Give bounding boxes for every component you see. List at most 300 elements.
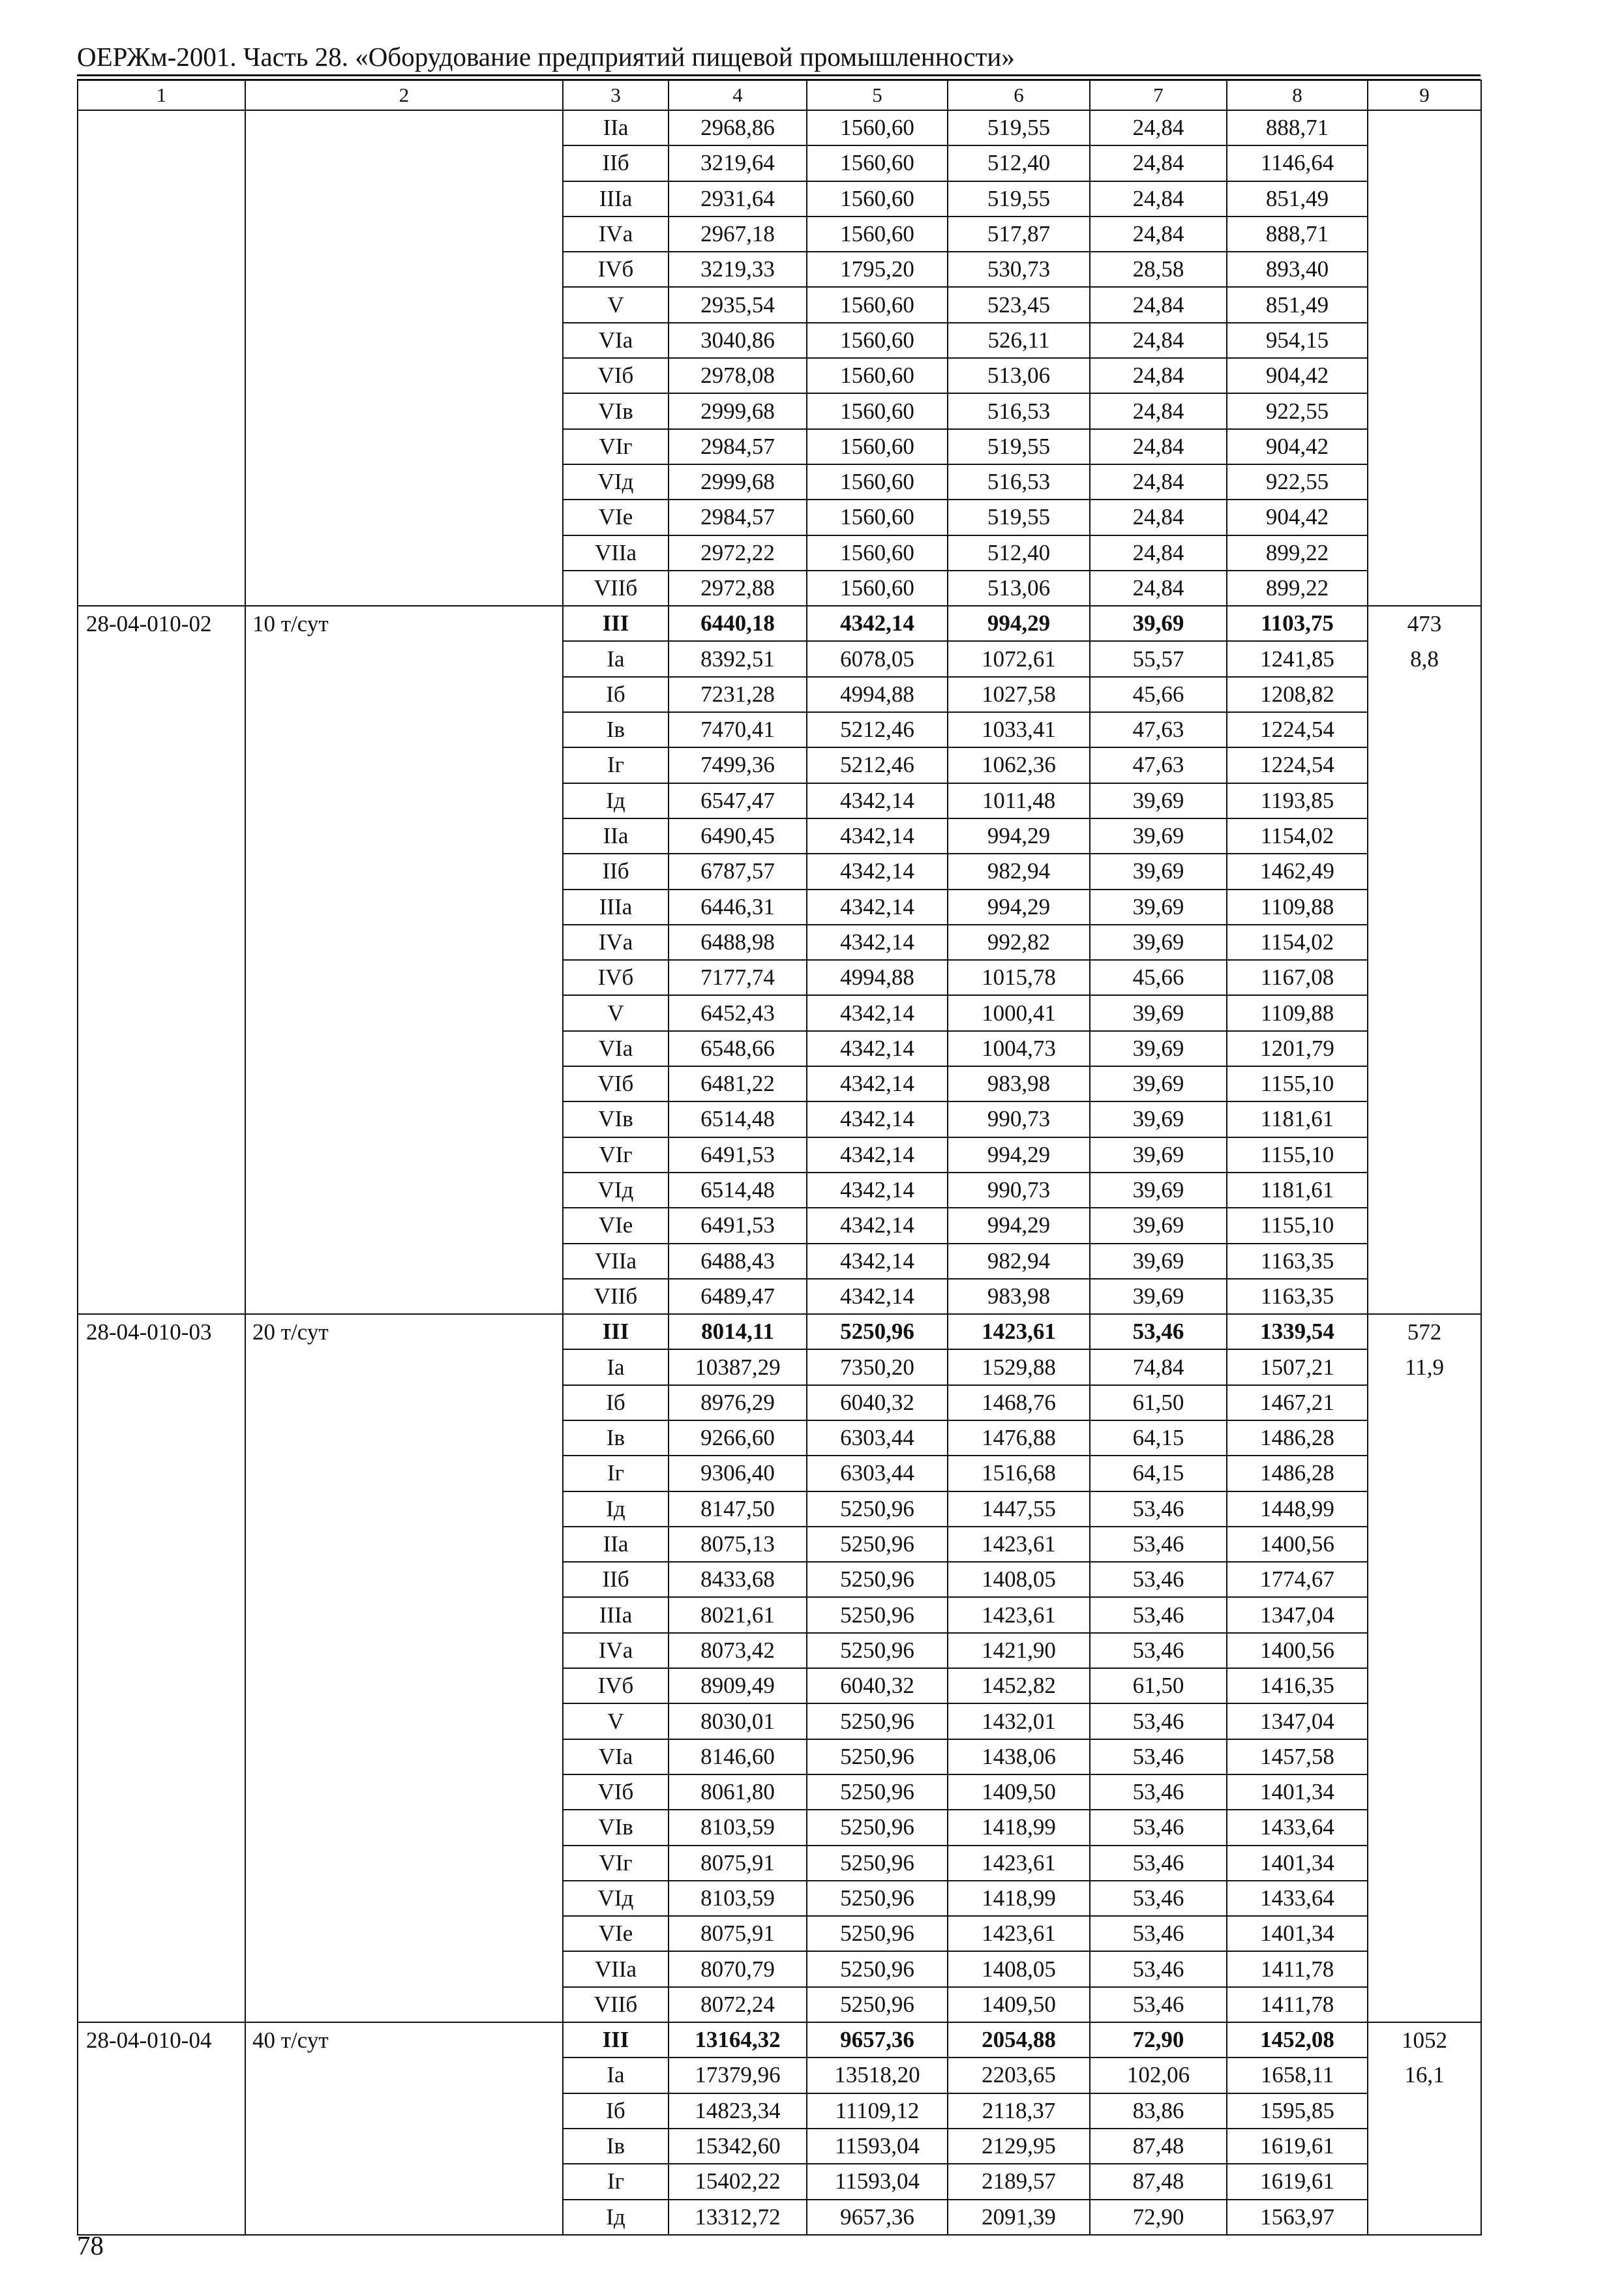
materials-cell: 1467,21 [1227, 1385, 1368, 1420]
wages-cell: 4994,88 [807, 960, 948, 995]
zone-cell: Iд [563, 783, 669, 818]
machine-cost-cell: 1015,78 [948, 960, 1090, 995]
machine-cost-cell: 1072,61 [948, 641, 1090, 676]
total-cost-cell: 13312,72 [669, 2200, 807, 2235]
labor-cell [1368, 1527, 1481, 1562]
wages-cell: 11593,04 [807, 2129, 948, 2164]
resource-name [245, 1881, 563, 1916]
zone-cell: V [563, 287, 669, 322]
resource-name: 20 т/сут [245, 1314, 563, 1349]
column-number: 6 [948, 80, 1090, 110]
driver-wages-cell: 53,46 [1090, 1739, 1227, 1774]
resource-name [245, 1739, 563, 1774]
resource-code [78, 1597, 245, 1632]
table-row [78, 1279, 1481, 1314]
labor-cell [1368, 1208, 1481, 1243]
labor-cell [1368, 287, 1481, 322]
table-row [78, 500, 1481, 535]
zone-cell: VIе [563, 1208, 669, 1243]
labor-cell [1368, 1916, 1481, 1951]
machine-cost-cell: 1408,05 [948, 1562, 1090, 1597]
resource-name [245, 1066, 563, 1101]
table-row [78, 783, 1481, 818]
resource-name: 10 т/сут [245, 606, 563, 641]
driver-wages-cell: 39,69 [1090, 1173, 1227, 1208]
materials-cell: 1401,34 [1227, 1774, 1368, 1810]
table-row [78, 2022, 1481, 2057]
machine-cost-cell: 990,73 [948, 1173, 1090, 1208]
resource-name [245, 1810, 563, 1845]
table-row [78, 145, 1481, 181]
table-row [78, 995, 1481, 1030]
driver-wages-cell: 53,46 [1090, 1527, 1227, 1562]
driver-wages-cell: 61,50 [1090, 1668, 1227, 1703]
labor-cell [1368, 2200, 1481, 2235]
resource-name [245, 217, 563, 252]
wages-cell: 11109,12 [807, 2093, 948, 2129]
machine-cost-cell: 513,06 [948, 358, 1090, 393]
table-row [78, 2200, 1481, 2235]
zone-cell: IVа [563, 1633, 669, 1668]
driver-wages-cell: 55,57 [1090, 641, 1227, 676]
labor-cell [1368, 1810, 1481, 1845]
materials-cell: 1241,85 [1227, 641, 1368, 676]
resource-code [78, 1527, 245, 1562]
resource-code [78, 287, 245, 322]
driver-wages-cell: 87,48 [1090, 2129, 1227, 2164]
resource-code [78, 1491, 245, 1527]
zone-cell: Iб [563, 2093, 669, 2129]
materials-cell: 1416,35 [1227, 1668, 1368, 1703]
machine-cost-cell: 994,29 [948, 606, 1090, 641]
resource-name [245, 854, 563, 889]
labor-cell: 473 [1368, 606, 1481, 641]
resource-code [78, 252, 245, 287]
zone-cell: VIб [563, 1066, 669, 1101]
materials-cell: 851,49 [1227, 287, 1368, 322]
machine-cost-cell: 994,29 [948, 1208, 1090, 1243]
materials-cell: 954,15 [1227, 323, 1368, 358]
materials-cell: 1224,54 [1227, 747, 1368, 783]
driver-wages-cell: 24,84 [1090, 464, 1227, 500]
zone-cell: Iа [563, 2057, 669, 2093]
resource-name [245, 1349, 563, 1384]
wages-cell: 4342,14 [807, 606, 948, 641]
labor-cell [1368, 1846, 1481, 1881]
table-row [78, 854, 1481, 889]
machine-cost-cell: 982,94 [948, 854, 1090, 889]
wages-cell: 1560,60 [807, 217, 948, 252]
machine-cost-cell: 1421,90 [948, 1633, 1090, 1668]
wages-cell: 4342,14 [807, 1173, 948, 1208]
materials-cell: 1400,56 [1227, 1527, 1368, 1562]
table-row [78, 1774, 1481, 1810]
driver-wages-cell: 53,46 [1090, 1633, 1227, 1668]
materials-cell: 899,22 [1227, 571, 1368, 606]
resource-code [78, 854, 245, 889]
resource-code [78, 783, 245, 818]
zone-cell: VIб [563, 358, 669, 393]
total-cost-cell: 9266,60 [669, 1420, 807, 1456]
total-cost-cell: 8103,59 [669, 1881, 807, 1916]
resource-code: 28-04-010-04 [78, 2022, 245, 2057]
total-cost-cell: 6452,43 [669, 995, 807, 1030]
resource-name [245, 747, 563, 783]
materials-cell: 1462,49 [1227, 854, 1368, 889]
wages-cell: 1560,60 [807, 571, 948, 606]
resource-name [245, 1208, 563, 1243]
zone-cell: III [563, 1314, 669, 1349]
resource-name [245, 1173, 563, 1208]
total-cost-cell: 6491,53 [669, 1137, 807, 1173]
total-cost-cell: 7231,28 [669, 677, 807, 712]
zone-cell: VIе [563, 500, 669, 535]
wages-cell: 6303,44 [807, 1420, 948, 1456]
page-header: ОЕРЖм-2001. Часть 28. «Оборудование предприятий пищевой промышленности» [77, 42, 1015, 72]
wages-cell: 4342,14 [807, 1244, 948, 1279]
driver-wages-cell: 39,69 [1090, 854, 1227, 889]
resource-name [245, 960, 563, 995]
machine-cost-cell: 992,82 [948, 925, 1090, 960]
labor-cell [1368, 1279, 1481, 1314]
labor-cell: 1052 [1368, 2022, 1481, 2057]
total-cost-cell: 7499,36 [669, 747, 807, 783]
driver-wages-cell: 39,69 [1090, 1208, 1227, 1243]
resource-name [245, 1597, 563, 1632]
machine-cost-cell: 1408,05 [948, 1951, 1090, 1986]
labor-cell [1368, 217, 1481, 252]
resource-name [245, 500, 563, 535]
materials-cell: 922,55 [1227, 393, 1368, 428]
table-row [78, 429, 1481, 464]
machine-cost-cell: 1033,41 [948, 712, 1090, 747]
driver-wages-cell: 53,46 [1090, 1951, 1227, 1986]
zone-cell: IIб [563, 854, 669, 889]
labor-cell [1368, 535, 1481, 571]
machine-cost-cell: 982,94 [948, 1244, 1090, 1279]
machine-cost-cell: 1418,99 [948, 1810, 1090, 1845]
zone-cell: IVб [563, 960, 669, 995]
table-row [78, 1456, 1481, 1491]
table-row [78, 712, 1481, 747]
zone-cell: IVа [563, 217, 669, 252]
table-row [78, 747, 1481, 783]
wages-cell: 5212,46 [807, 747, 948, 783]
resource-name [245, 818, 563, 854]
table-row [78, 1703, 1481, 1739]
resource-code [78, 145, 245, 181]
table-row [78, 1031, 1481, 1066]
total-cost-cell: 14823,34 [669, 2093, 807, 2129]
machine-cost-cell: 983,98 [948, 1066, 1090, 1101]
total-cost-cell: 8103,59 [669, 1810, 807, 1845]
resource-code [78, 1349, 245, 1384]
total-cost-cell: 13164,32 [669, 2022, 807, 2057]
total-cost-cell: 3219,33 [669, 252, 807, 287]
wages-cell: 5250,96 [807, 1703, 948, 1739]
machine-cost-cell: 2118,37 [948, 2093, 1090, 2129]
zone-cell: V [563, 995, 669, 1030]
driver-wages-cell: 64,15 [1090, 1456, 1227, 1491]
total-cost-cell: 8976,29 [669, 1385, 807, 1420]
resource-name [245, 1385, 563, 1420]
resource-code [78, 1456, 245, 1491]
resource-code [78, 1137, 245, 1173]
total-cost-cell: 2999,68 [669, 464, 807, 500]
labor-cell [1368, 995, 1481, 1030]
resource-code [78, 2129, 245, 2164]
driver-wages-cell: 53,46 [1090, 1491, 1227, 1527]
wages-cell: 5250,96 [807, 1739, 948, 1774]
machine-cost-cell: 513,06 [948, 571, 1090, 606]
driver-wages-cell: 53,46 [1090, 1916, 1227, 1951]
wages-cell: 5250,96 [807, 1881, 948, 1916]
wages-cell: 1560,60 [807, 500, 948, 535]
total-cost-cell: 6491,53 [669, 1208, 807, 1243]
resource-name [245, 1456, 563, 1491]
labor-cell [1368, 252, 1481, 287]
wages-cell: 5250,96 [807, 1810, 948, 1845]
zone-cell: VIа [563, 323, 669, 358]
page-number: 78 [77, 2230, 104, 2260]
table-row [78, 1881, 1481, 1916]
total-cost-cell: 2984,57 [669, 429, 807, 464]
zone-cell: Iг [563, 747, 669, 783]
zone-cell: Iб [563, 1385, 669, 1420]
total-cost-cell: 9306,40 [669, 1456, 807, 1491]
total-cost-cell: 8075,91 [669, 1916, 807, 1951]
wages-cell: 1560,60 [807, 110, 948, 145]
wages-cell: 4342,14 [807, 783, 948, 818]
materials-cell: 1181,61 [1227, 1173, 1368, 1208]
materials-cell: 1339,54 [1227, 1314, 1368, 1349]
wages-cell: 6078,05 [807, 641, 948, 676]
resource-name [245, 1703, 563, 1739]
resource-code: 28-04-010-03 [78, 1314, 245, 1349]
materials-cell: 1433,64 [1227, 1810, 1368, 1845]
resource-name [245, 2093, 563, 2129]
total-cost-cell: 6488,43 [669, 1244, 807, 1279]
labor-cell [1368, 1881, 1481, 1916]
resource-name [245, 393, 563, 428]
wages-cell: 5250,96 [807, 1846, 948, 1881]
labor-cell [1368, 145, 1481, 181]
resource-code [78, 1066, 245, 1101]
materials-cell: 1411,78 [1227, 1987, 1368, 2022]
machine-cost-cell: 1529,88 [948, 1349, 1090, 1384]
resource-code [78, 429, 245, 464]
zone-cell: VIа [563, 1739, 669, 1774]
zone-cell: Iд [563, 2200, 669, 2235]
resource-name [245, 783, 563, 818]
resource-code [78, 1951, 245, 1986]
table-row [78, 890, 1481, 925]
resource-code [78, 358, 245, 393]
driver-wages-cell: 39,69 [1090, 925, 1227, 960]
materials-cell: 1619,61 [1227, 2129, 1368, 2164]
machine-cost-cell: 2129,95 [948, 2129, 1090, 2164]
materials-cell: 888,71 [1227, 217, 1368, 252]
labor-cell [1368, 1633, 1481, 1668]
resource-code [78, 960, 245, 995]
total-cost-cell: 17379,96 [669, 2057, 807, 2093]
column-number: 2 [245, 80, 563, 110]
total-cost-cell: 2972,88 [669, 571, 807, 606]
resource-code [78, 217, 245, 252]
zone-cell: Iв [563, 2129, 669, 2164]
materials-cell: 1401,34 [1227, 1916, 1368, 1951]
resource-code [78, 1916, 245, 1951]
resource-code [78, 464, 245, 500]
driver-wages-cell: 61,50 [1090, 1385, 1227, 1420]
total-cost-cell: 8392,51 [669, 641, 807, 676]
table-row [78, 1066, 1481, 1101]
machine-cost-cell: 994,29 [948, 818, 1090, 854]
resource-name [245, 1846, 563, 1881]
resource-code [78, 995, 245, 1030]
table-row [78, 1420, 1481, 1456]
labor-cell [1368, 1137, 1481, 1173]
wages-cell: 1795,20 [807, 252, 948, 287]
resource-code [78, 1881, 245, 1916]
resource-code [78, 1101, 245, 1137]
labor-cell [1368, 1703, 1481, 1739]
table-row [78, 323, 1481, 358]
total-cost-cell: 6490,45 [669, 818, 807, 854]
driver-wages-cell: 53,46 [1090, 1881, 1227, 1916]
total-cost-cell: 2978,08 [669, 358, 807, 393]
labor-cell [1368, 1739, 1481, 1774]
table-row [78, 287, 1481, 322]
labor-cell [1368, 677, 1481, 712]
zone-cell: IIIа [563, 181, 669, 217]
driver-wages-cell: 24,84 [1090, 110, 1227, 145]
driver-wages-cell: 102,06 [1090, 2057, 1227, 2093]
labor-cell [1368, 818, 1481, 854]
wages-cell: 4342,14 [807, 1279, 948, 1314]
labor-cell: 16,1 [1368, 2057, 1481, 2093]
wages-cell: 4342,14 [807, 1208, 948, 1243]
resource-code [78, 1774, 245, 1810]
wages-cell: 1560,60 [807, 323, 948, 358]
table-row [78, 818, 1481, 854]
wages-cell: 4342,14 [807, 1101, 948, 1137]
labor-cell [1368, 890, 1481, 925]
zone-cell: Iа [563, 1349, 669, 1384]
resource-code [78, 571, 245, 606]
driver-wages-cell: 24,84 [1090, 500, 1227, 535]
resource-code [78, 1208, 245, 1243]
total-cost-cell: 6440,18 [669, 606, 807, 641]
driver-wages-cell: 39,69 [1090, 1244, 1227, 1279]
materials-cell: 899,22 [1227, 535, 1368, 571]
total-cost-cell: 8030,01 [669, 1703, 807, 1739]
labor-cell [1368, 1031, 1481, 1066]
table-row [78, 2057, 1481, 2093]
materials-cell: 1457,58 [1227, 1739, 1368, 1774]
zone-cell: VIг [563, 1846, 669, 1881]
driver-wages-cell: 24,84 [1090, 145, 1227, 181]
driver-wages-cell: 24,84 [1090, 571, 1227, 606]
labor-cell [1368, 1987, 1481, 2022]
resource-code [78, 500, 245, 535]
materials-cell: 1163,35 [1227, 1279, 1368, 1314]
labor-cell [1368, 1668, 1481, 1703]
labor-cell [1368, 2164, 1481, 2199]
labor-cell: 11,9 [1368, 1349, 1481, 1384]
driver-wages-cell: 24,84 [1090, 535, 1227, 571]
driver-wages-cell: 53,46 [1090, 1846, 1227, 1881]
machine-cost-cell: 1423,61 [948, 1916, 1090, 1951]
wages-cell: 5250,96 [807, 1314, 948, 1349]
zone-cell: IIа [563, 110, 669, 145]
resource-code [78, 1668, 245, 1703]
resource-code [78, 1703, 245, 1739]
resource-name [245, 1633, 563, 1668]
machine-cost-cell: 519,55 [948, 110, 1090, 145]
total-cost-cell: 8075,13 [669, 1527, 807, 1562]
driver-wages-cell: 39,69 [1090, 783, 1227, 818]
total-cost-cell: 8070,79 [669, 1951, 807, 1986]
machine-cost-cell: 2189,57 [948, 2164, 1090, 2199]
labor-cell [1368, 925, 1481, 960]
materials-cell: 1155,10 [1227, 1066, 1368, 1101]
zone-cell: III [563, 2022, 669, 2057]
table-row [78, 252, 1481, 287]
materials-cell: 1193,85 [1227, 783, 1368, 818]
resource-code [78, 1810, 245, 1845]
wages-cell: 9657,36 [807, 2022, 948, 2057]
resource-code [78, 1987, 245, 2022]
wages-cell: 7350,20 [807, 1349, 948, 1384]
driver-wages-cell: 39,69 [1090, 606, 1227, 641]
table-row [78, 110, 1481, 145]
machine-cost-cell: 1027,58 [948, 677, 1090, 712]
machine-cost-cell: 1423,61 [948, 1314, 1090, 1349]
machine-cost-cell: 1423,61 [948, 1527, 1090, 1562]
materials-cell: 1208,82 [1227, 677, 1368, 712]
wages-cell: 5250,96 [807, 1916, 948, 1951]
zone-cell: Iб [563, 677, 669, 712]
driver-wages-cell: 39,69 [1090, 1137, 1227, 1173]
column-number: 9 [1368, 80, 1481, 110]
machine-cost-cell: 1432,01 [948, 1703, 1090, 1739]
labor-cell [1368, 2129, 1481, 2164]
resource-code [78, 2164, 245, 2199]
materials-cell: 1154,02 [1227, 925, 1368, 960]
table-row [78, 1562, 1481, 1597]
zone-cell: VIг [563, 429, 669, 464]
driver-wages-cell: 53,46 [1090, 1597, 1227, 1632]
labor-cell [1368, 1951, 1481, 1986]
machine-cost-cell: 512,40 [948, 145, 1090, 181]
table-row [78, 1491, 1481, 1527]
resource-code [78, 890, 245, 925]
materials-cell: 1400,56 [1227, 1633, 1368, 1668]
total-cost-cell: 8021,61 [669, 1597, 807, 1632]
resource-code [78, 677, 245, 712]
wages-cell: 4342,14 [807, 1031, 948, 1066]
zone-cell: Iг [563, 2164, 669, 2199]
resource-name [245, 1916, 563, 1951]
total-cost-cell: 8014,11 [669, 1314, 807, 1349]
labor-cell [1368, 393, 1481, 428]
materials-cell: 1401,34 [1227, 1846, 1368, 1881]
zone-cell: IIIа [563, 890, 669, 925]
zone-cell: VIв [563, 1810, 669, 1845]
total-cost-cell: 8147,50 [669, 1491, 807, 1527]
driver-wages-cell: 39,69 [1090, 1066, 1227, 1101]
